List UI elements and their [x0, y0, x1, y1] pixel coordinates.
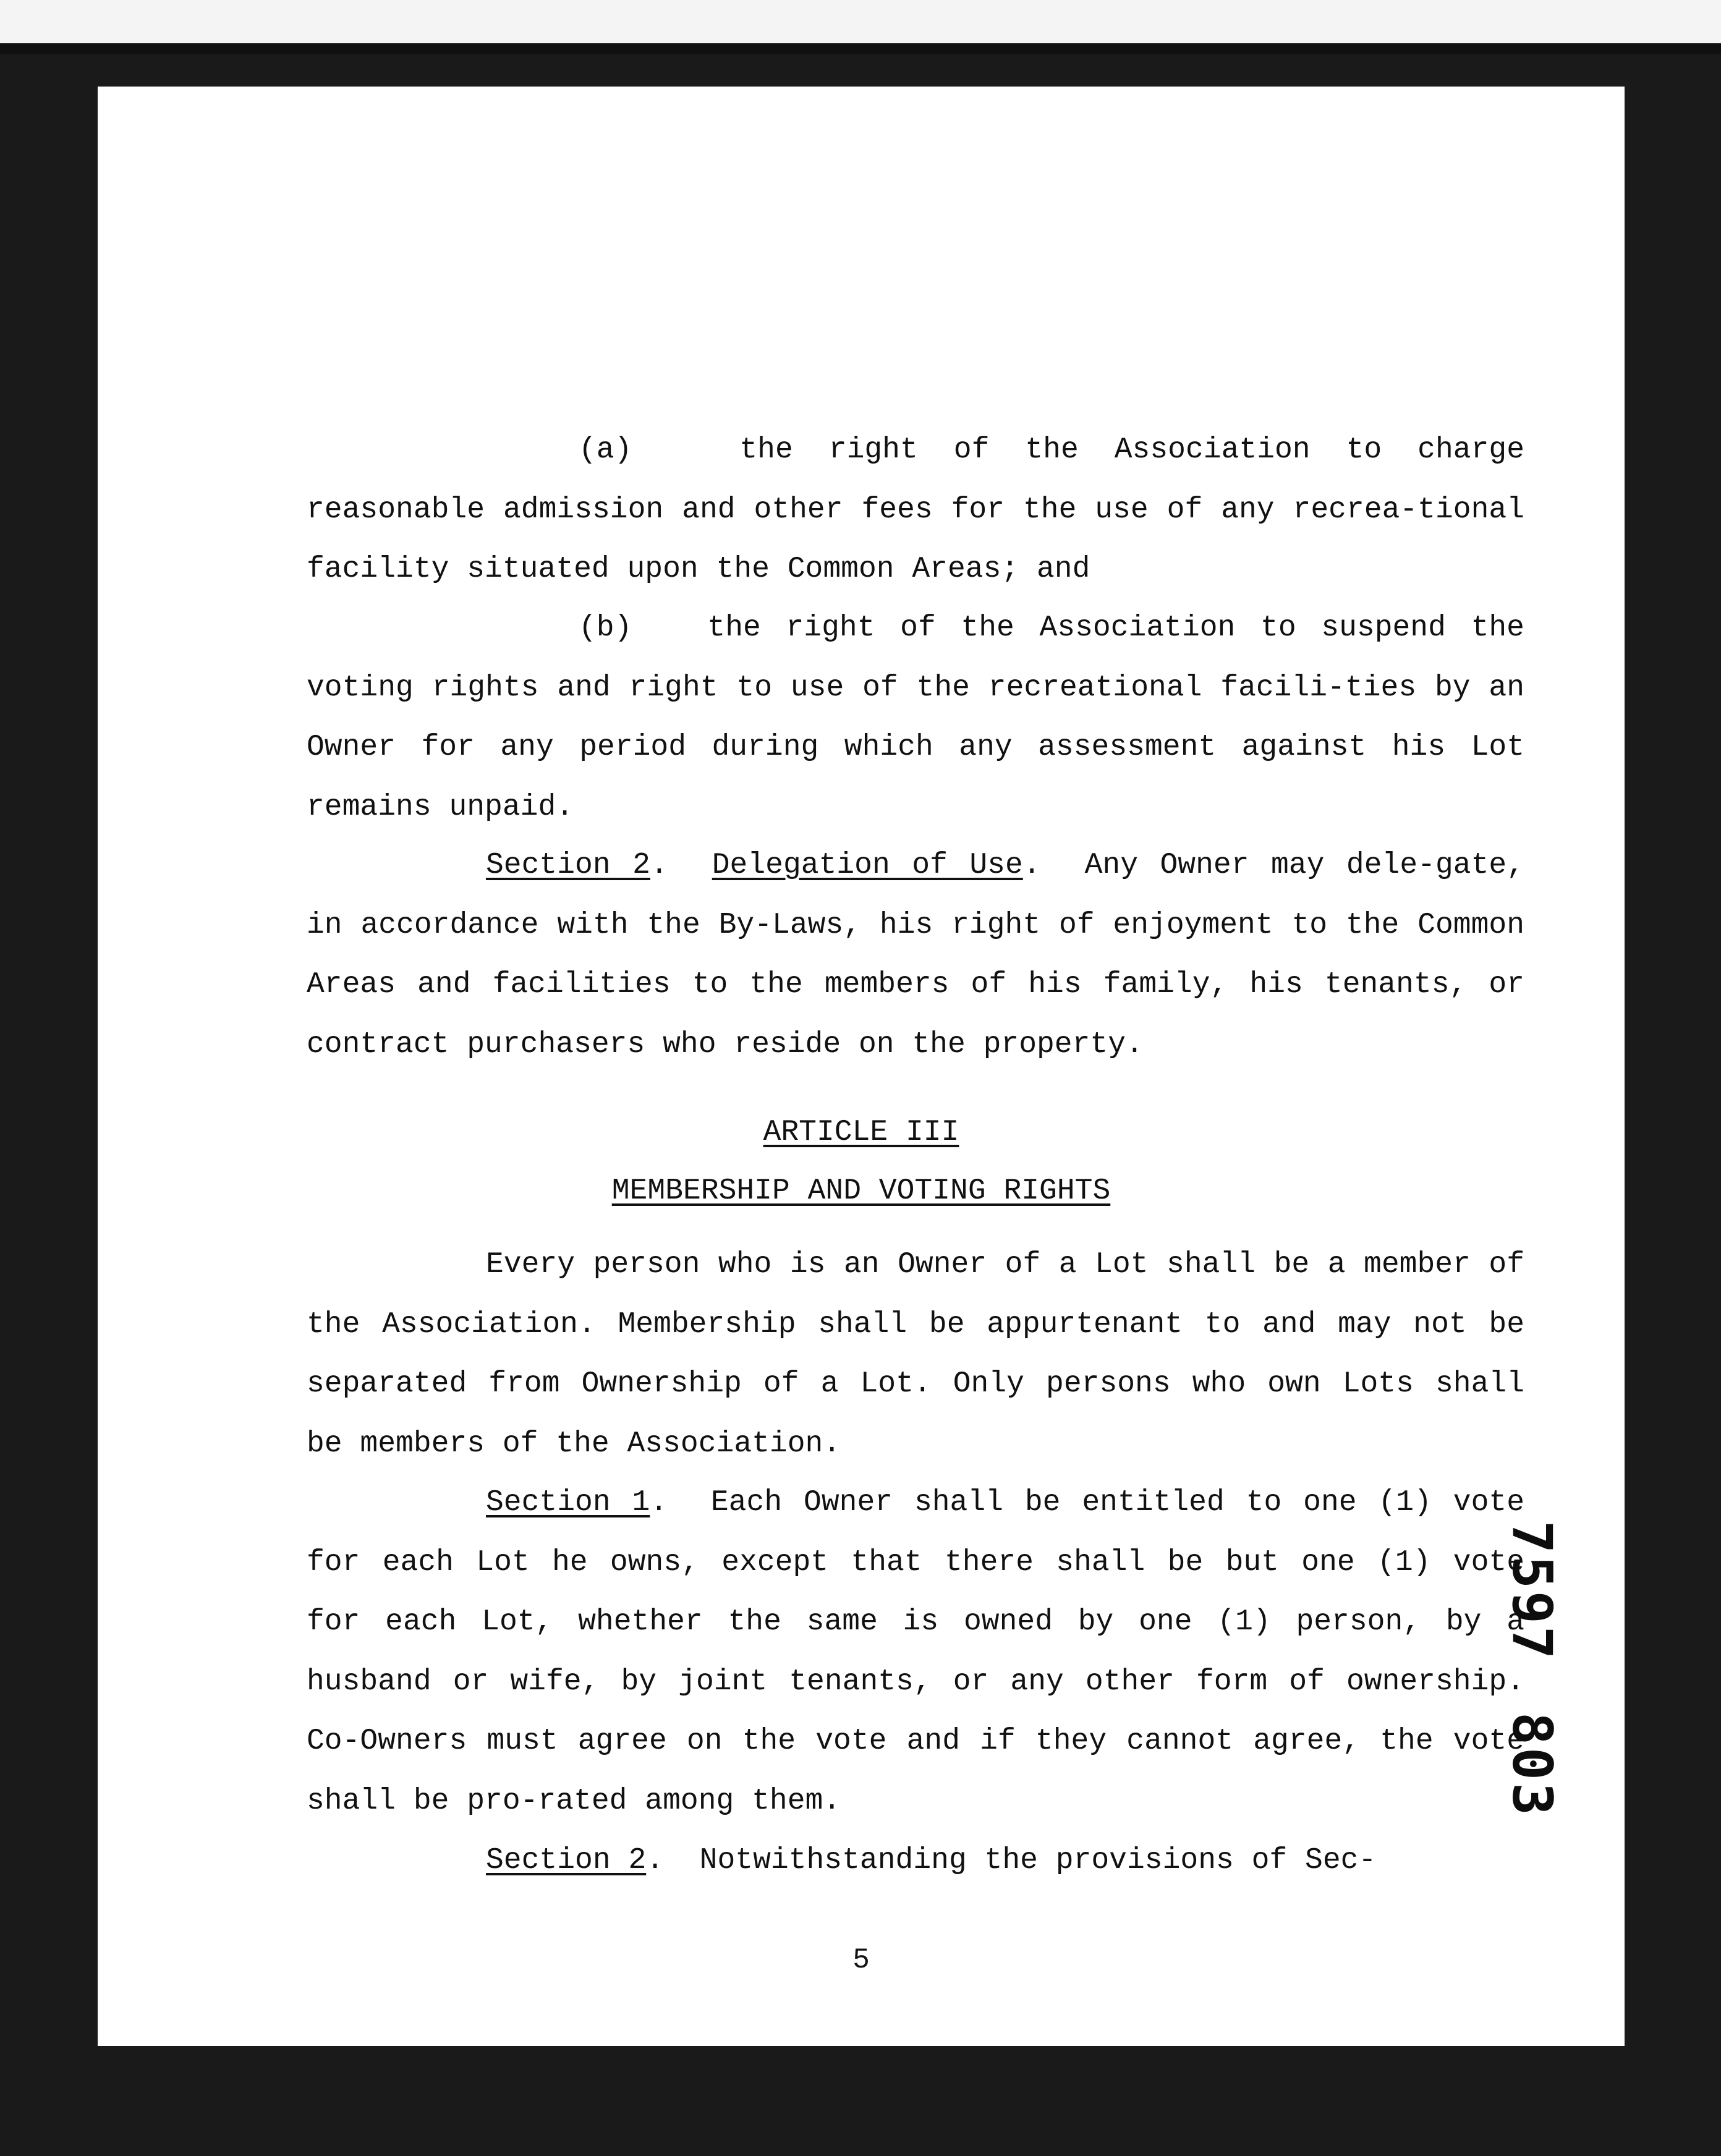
- paragraph-section-1: Section 1. Each Owner shall be entitled to one (1) vote for each Lot he owns, except that there shall be but one (1) vote for each Lot, whether the same is owned by one (1) person, by a husband or wife, by joint tenants, or any other form of ownership. Co-Owners must agree on the vote and if they cannot agree, the vote shall be pro-rated among them.: [307, 1486, 1524, 1818]
- article-subtitle: [98, 1174, 1625, 1208]
- paragraph-b: [307, 598, 1524, 837]
- paragraph-a: [307, 420, 1524, 600]
- section-2-label: Section 2: [486, 849, 650, 882]
- paragraph-b-text: the right of the Association to suspend the voting rights and right to use of the recreational facili-ties by an Owner for any period during which any assessment against his Lot remains unpaid.: [307, 611, 1524, 824]
- recording-stamp-book: 7597: [1500, 1521, 1564, 1662]
- paragraph-a-lead: (a): [579, 433, 632, 467]
- delegation-of-use-heading: Delegation of Use: [712, 849, 1023, 882]
- paragraph-delegation-text: Any Owner may dele-gate, in accordance with the By-Laws, his right of enjoyment to the Common Areas and facilities to the members of his family, his tenants, or contract purchasers who reside on the property.: [307, 849, 1524, 1061]
- paragraph-membership: [307, 1235, 1524, 1474]
- section-2b-label: Section 2: [486, 1844, 647, 1877]
- document-page: [98, 87, 1625, 2046]
- page-number: 5: [852, 1944, 870, 1976]
- article-title: [98, 1116, 1625, 1149]
- paragraph-a-text: the right of the Association to charge reasonable admission and other fees for the use of any recrea-tional facility situated upon the Common Areas; and: [307, 433, 1525, 586]
- paragraph-b-lead: (b): [579, 611, 632, 645]
- article-subtitle-text: MEMBERSHIP AND VOTING RIGHTS: [611, 1174, 1111, 1208]
- article-title-text: ARTICLE III: [763, 1116, 959, 1149]
- recording-stamp-page: 803: [1500, 1712, 1564, 1818]
- paragraph-membership-text: Every person who is an Owner of a Lot shall be a member of the Association. Membership shall be appurtenant to and may not be separated from Ownership of a Lot. Only persons who own Lots shall be members of the Association.: [307, 1248, 1524, 1461]
- paragraph-section-1-text: Each Owner shall be entitled to one (1) vote for each Lot he owns, except that there shall be but one (1) vote for each Lot, whether the same is owned by one (1) person, by a husband or wife, by joint tenants, or any other form of ownership. Co-Owners must agree on the vote and if they cannot agree, the vote shall be pro-rated among them.: [307, 1486, 1524, 1818]
- section-1-label: Section 1: [486, 1486, 650, 1519]
- scan-top-bar: [0, 43, 1721, 54]
- scan-top-strip: [0, 0, 1721, 43]
- paragraph-section-2-delegation: Section 2. Delegation of Use. Any Owner may dele-gate, in accordance with the By-Laws, his right of enjoyment to the Common Areas and facilities to the members of his family, his tenants, or contract purchasers who reside on the property.: [307, 849, 1524, 1061]
- paragraph-section-2-notwithstanding: Section 2. Notwithstanding the provisions of Sec-: [486, 1844, 1377, 1877]
- paragraph-section-2b-text: Notwithstanding the provisions of Sec-: [699, 1844, 1377, 1877]
